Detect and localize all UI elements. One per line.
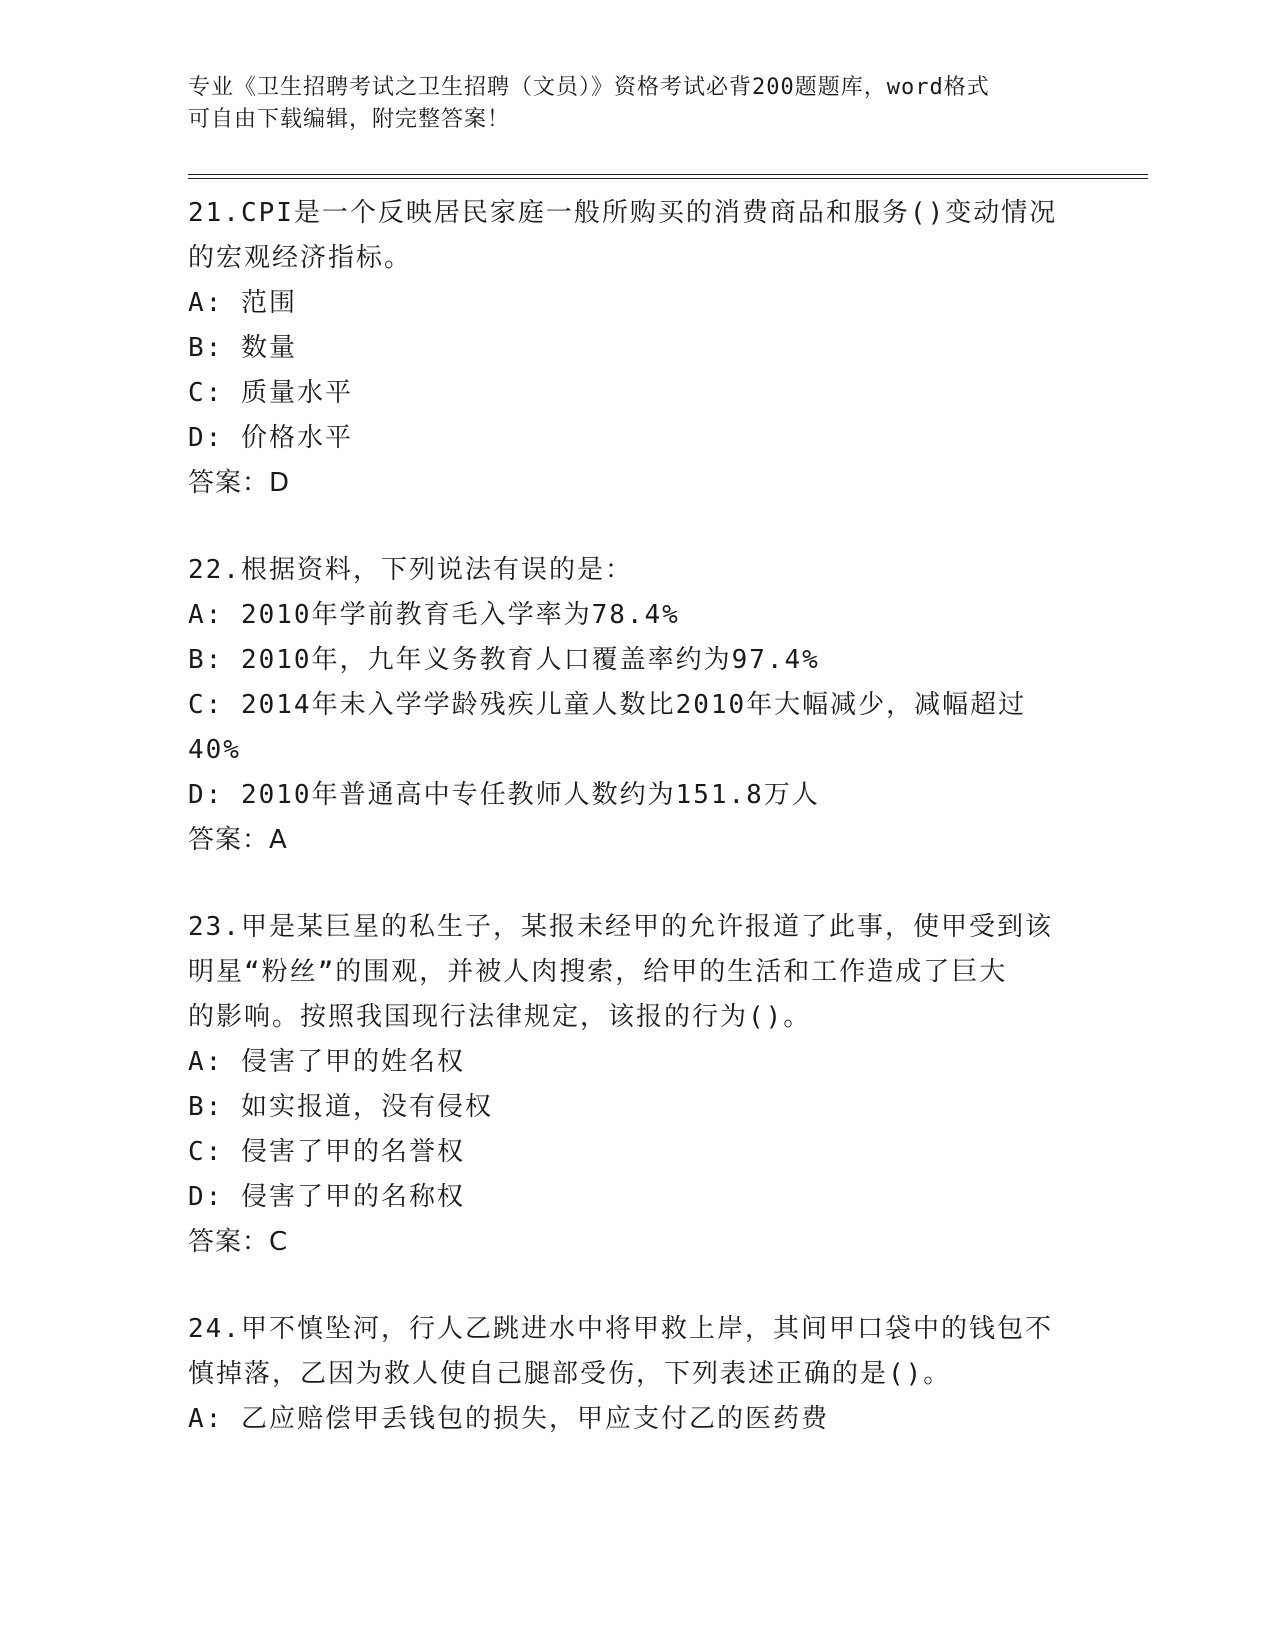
option-b: B: 数量 [188, 333, 297, 363]
option-d: D: 价格水平 [188, 423, 353, 453]
option-a: A: 侵害了甲的姓名权 [188, 1047, 465, 1077]
answer: 答案：D [188, 468, 291, 498]
question-stem-line: 的宏观经济指标。 [188, 243, 413, 273]
question-23 [188, 905, 1068, 1265]
header-divider [188, 174, 1148, 179]
question-stem-line: 22.根据资料，下列说法有误的是： [188, 555, 633, 585]
header-line-2: 可自由下载编辑，附完整答案！ [188, 107, 511, 132]
option-d: D: 2010年普通高中专任教师人数约为151.8万人 [188, 780, 820, 810]
document-header [188, 72, 1068, 136]
answer: 答案：C [188, 1227, 289, 1257]
question-21 [188, 191, 1068, 506]
question-stem-line: 21.CPI是一个反映居民家庭一般所购买的消费商品和服务()变动情况 [188, 198, 1058, 228]
option-c-continued: 40% [188, 735, 241, 765]
option-b: B: 如实报道，没有侵权 [188, 1092, 493, 1122]
header-line-1: 专业《卫生招聘考试之卫生招聘（文员）》资格考试必背200题题库，word格式 [188, 75, 990, 100]
question-24 [188, 1307, 1068, 1442]
option-b: B: 2010年，九年义务教育人口覆盖率约为97.4% [188, 645, 820, 675]
question-stem-line: 23.甲是某巨星的私生子，某报未经甲的允许报道了此事，使甲受到该 [188, 912, 1053, 942]
option-a: A: 乙应赔偿甲丢钱包的损失，甲应支付乙的医药费 [188, 1404, 829, 1434]
option-c: C: 质量水平 [188, 378, 353, 408]
option-c: C: 2014年未入学学龄残疾儿童人数比2010年大幅减少，减幅超过 [188, 690, 1027, 720]
document-page [188, 72, 1148, 1442]
question-stem-line: 24.甲不慎坠河，行人乙跳进水中将甲救上岸，其间甲口袋中的钱包不 [188, 1314, 1053, 1344]
question-stem-line: 明星“粉丝”的围观，并被人肉搜索，给甲的生活和工作造成了巨大 [188, 957, 1008, 987]
option-a: A: 2010年学前教育毛入学率为78.4% [188, 600, 680, 630]
option-d: D: 侵害了甲的名称权 [188, 1182, 465, 1212]
question-list [188, 191, 1068, 1442]
option-a: A: 范围 [188, 288, 297, 318]
option-c: C: 侵害了甲的名誉权 [188, 1137, 465, 1167]
question-stem-line: 的影响。按照我国现行法律规定，该报的行为()。 [188, 1002, 812, 1032]
question-stem-line: 慎掉落，乙因为救人使自己腿部受伤，下列表述正确的是()。 [188, 1359, 952, 1389]
question-22 [188, 548, 1068, 863]
answer: 答案：A [188, 825, 288, 855]
